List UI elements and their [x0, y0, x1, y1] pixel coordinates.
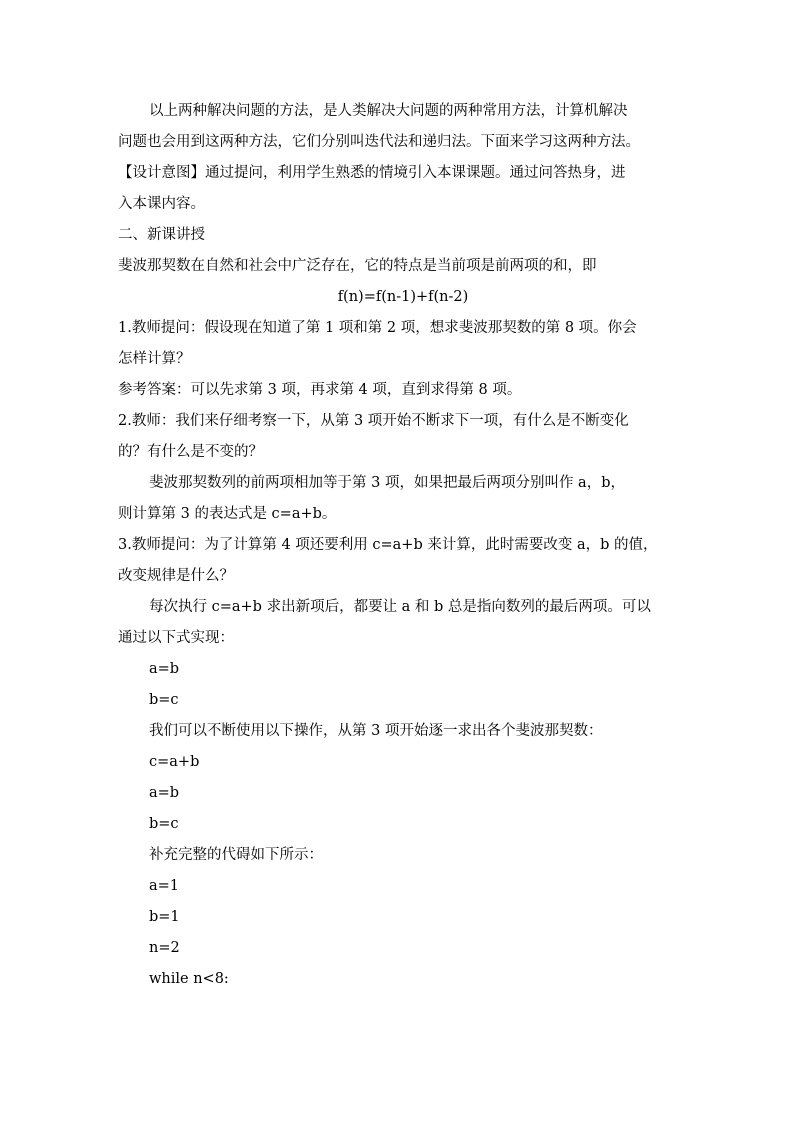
section-heading: 二、新课讲授	[118, 227, 205, 243]
question-line: 改变规律是什么？	[118, 568, 234, 584]
paragraph-line: 每次执行 c=a+b 求出新项后，都要让 a 和 b 总是指向数列的最后两项。可以	[149, 599, 651, 615]
paragraph-line: 斐波那契数列的前两项相加等于第 3 项，如果把最后两项分别叫作 a，b，	[149, 475, 625, 491]
paragraph-line: 斐波那契数在自然和社会中广泛存在，它的特点是当前项是前两项的和，即	[118, 258, 597, 274]
question-line: 1.教师提问：假设现在知道了第 1 项和第 2 项，想求斐波那契数的第 8 项。你会	[118, 320, 637, 336]
code-line: a=b	[149, 785, 180, 801]
paragraph-line: 补充完整的代碍如下所示：	[149, 847, 323, 863]
code-line: n=2	[149, 940, 180, 956]
document-page	[118, 96, 688, 995]
code-line: c=a+b	[149, 754, 200, 770]
paragraph-line: 则计算第 3 的表达式是 c=a+b。	[118, 506, 337, 522]
design-intent-line: 入本课内容。	[118, 196, 205, 212]
paragraph-line: 问题也会用到这两种方法，它们分别叫迭代法和递归法。下面来学习这两种方法。	[118, 134, 640, 150]
code-line: b=c	[149, 692, 179, 708]
code-line: b=c	[149, 816, 179, 832]
question-line: 3.教师提问：为了计算第 4 项还要利用 c=a+b 来计算，此时需要改变 a，b 的值，	[118, 537, 658, 553]
code-line: a=b	[149, 661, 180, 677]
code-line: b=1	[149, 909, 180, 925]
paragraph-line: 通过以下式实现：	[118, 630, 234, 646]
question-line: 怎样计算？	[118, 351, 191, 367]
design-intent-line: 【设计意图】通过提问，利用学生熟悉的情境引入本课课题。通过问答热身，进	[118, 165, 626, 181]
fibonacci-formula: f(n)=f(n-1)+f(n-2)	[337, 289, 469, 305]
paragraph-line: 以上两种解决问题的方法，是人类解决大问题的两种常用方法，计算机解决	[149, 103, 628, 119]
code-line: a=1	[149, 878, 180, 894]
code-line: while n<8:	[149, 971, 229, 987]
question-line: 的？有什么是不变的？	[118, 444, 263, 460]
paragraph-line: 我们可以不断使用以下操作，从第 3 项开始逐一求出各个斐波那契数：	[149, 723, 603, 739]
question-line: 2.教师：我们来仔细考察一下，从第 3 项开始不断求下一项，有什么是不断变化	[118, 413, 629, 429]
answer-line: 参考答案：可以先求第 3 项，再求第 4 项，直到求得第 8 项。	[118, 382, 522, 398]
